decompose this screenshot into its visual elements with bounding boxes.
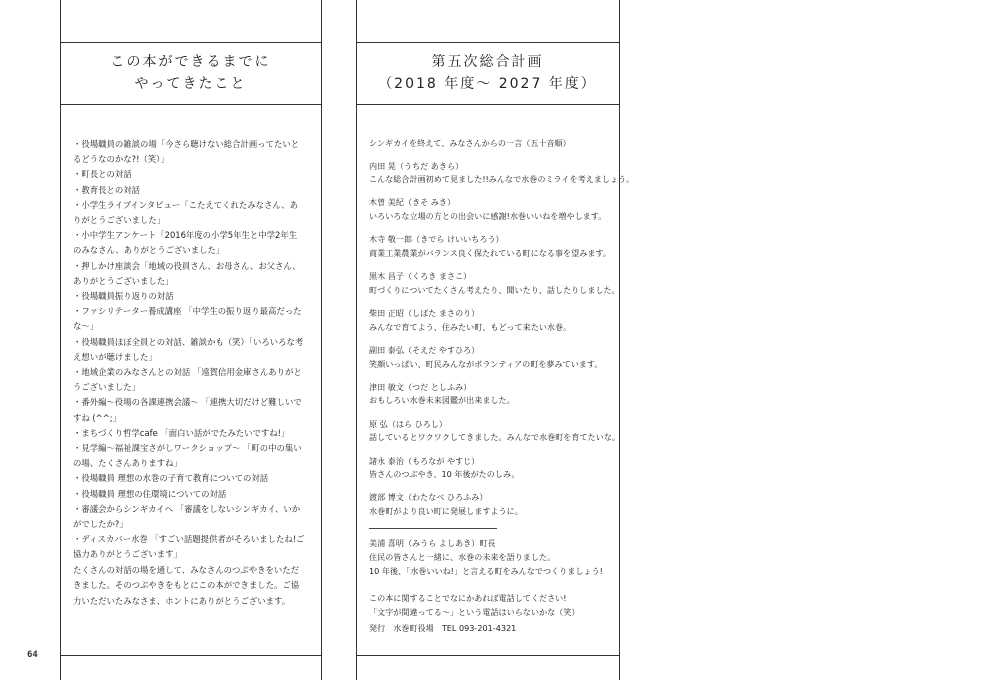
right-column-right-border (619, 0, 620, 680)
page-number: 64 (27, 650, 38, 660)
member-name: 副田 泰弘（そえだ やすひろ） (369, 344, 480, 355)
mayor-name: 美浦 喜明（みうら よしあき）町長 (369, 538, 496, 549)
member-comment: いろいろな立場の方との出会いに感謝!水巻いいねを増やします。 (369, 211, 607, 222)
list-item: ・小学生ライブインタビュー「こたえてくれたみなさん、ありがとうございました」 (73, 199, 299, 226)
list-item: ・ファシリテーター養成講座 「中学生の振り返り最高だったな〜」 (73, 306, 302, 332)
left-heading-line-2: やってきたこと (134, 76, 247, 92)
list-item: ・番外編〜役場の各課連携会議〜 「連携大切だけど難しいですね (^^;」 (73, 397, 302, 423)
left-heading-bottom-rule (60, 104, 321, 105)
left-footer-rule (60, 655, 321, 656)
right-footer-rule (356, 655, 619, 656)
contact-line: 「文字が間違ってる〜」という電話はいらないかな（笑） (369, 606, 580, 617)
list-item: ・審議会からシンギカイへ 「審議をしないシンギカイ、いかがでしたか?」 (73, 503, 301, 530)
comment-entry (369, 381, 609, 408)
comment-entry (369, 418, 620, 445)
comment-entry (369, 455, 609, 482)
member-comment: 皆さんのつぶやき、10 年後がたのしみ。 (369, 469, 520, 480)
list-item: ・地域企業のみなさんとの対話 「遠賀信用金庫さんありがとうございました」 (73, 367, 302, 393)
right-column-left-border (356, 0, 357, 680)
comment-entry (369, 270, 620, 297)
mayor-message (369, 537, 609, 578)
closing-paragraph: たくさんの対話の場を通して、みなさんのつぶやきをいただきました。そのつぶやきをもとにこの本ができました。ご協力いただいたみなさま、ホントにありがとうございます。 (73, 564, 300, 606)
left-column-heading (60, 51, 321, 95)
comment-entry (369, 491, 609, 518)
mayor-message-line: 住民の皆さんと一緒に、水巻の未来を語りました。 (369, 551, 556, 562)
left-heading-line-1: この本ができるまでに (110, 54, 271, 70)
comment-entry (369, 160, 635, 187)
right-heading-bottom-rule (356, 104, 619, 105)
mayor-message-line: 10 年後、「水巻いいね!」と言える町をみんなでつくりましょう! (369, 565, 603, 576)
member-comment: こんな総合計画初めて見ました!!みんなで水巻のミライを考えましょう。 (369, 174, 635, 185)
activity-list (73, 137, 305, 609)
left-heading-top-rule (60, 42, 321, 43)
comment-entry (369, 233, 609, 260)
comment-entry (369, 196, 609, 223)
member-comment: 水巻町がより良い町に発展しますように。 (369, 506, 523, 517)
comment-entry (369, 307, 609, 334)
list-item: ・役場職員の雑談の場「今さら聴けない総合計画ってたいとるどうなのかな?!（笑）」 (73, 139, 300, 165)
list-item: ・まちづくり哲学cafe 「面白い話がでたみたいですね!」 (73, 427, 290, 438)
list-item: ・押しかけ座談会「地域の役員さん、お母さん、お父さん、ありがとうございました」 (73, 260, 301, 286)
list-item: ・見学編〜福祉課宝さがしワークショップ〜 「町の中の集いの場、たくさんありますね」 (73, 443, 302, 469)
member-name: 渡部 博文（わたなべ ひろふみ） (369, 492, 488, 503)
member-name: 木曽 美紀（きそ みき） (369, 197, 456, 208)
list-item: ・町長との対話 (73, 169, 132, 180)
member-name: 原 弘（はら ひろし） (369, 418, 447, 429)
divider (369, 528, 497, 529)
list-item: ・役場職員 理想の住環境についての対話 (73, 488, 227, 499)
list-item: ・ディスカバー水巻 「すごい話題提供者がそろいましたね!ご協力ありがとうございます」 (73, 534, 305, 560)
member-name: 諸永 泰治（もろなが やすじ） (369, 455, 480, 466)
member-name: 黒木 昌子（くろき まさこ） (369, 271, 472, 282)
member-name: 柴田 正昭（しばた まさのり） (369, 308, 480, 319)
right-heading-top-rule (356, 42, 619, 43)
member-name: 津田 敏文（つだ としふみ） (369, 381, 472, 392)
right-column-heading (356, 51, 619, 95)
comment-entry (369, 344, 609, 371)
list-item: ・役場職員 理想の水巻の子育て教育についての対話 (73, 473, 269, 484)
right-heading-line-2: （2018 年度〜 2027 年度） (378, 76, 597, 92)
list-item: ・役場職員振り返りの対話 (73, 291, 174, 302)
member-comment: みんなで育てよう、住みたい町、もどって来たい水巻。 (369, 321, 572, 332)
comments-intro: シンギカイを終えて、みなさんからの一言（五十音順） (369, 138, 571, 148)
comments-section (369, 137, 635, 636)
right-heading-line-1: 第五次総合計画 (431, 54, 544, 70)
list-item: ・小中学生アンケート「2016年度の小学5年生と中学2年生のみなさん、ありがとうございました」 (73, 230, 298, 256)
member-comment: 話しているとワクワクしてきました。みんなで水巻町を育てたいな。 (369, 432, 620, 443)
member-name: 木寺 敬一郎（きでら けいいちろう） (369, 234, 504, 245)
member-comment: おもしろい水巻未来図鑑が出来ました。 (369, 395, 515, 406)
contact-info (369, 592, 609, 636)
left-column-left-border (60, 0, 61, 680)
member-name: 内田 晃（うちだ あきら） (369, 160, 464, 171)
left-column-right-border (321, 0, 322, 680)
contact-line: この本に関することでなにかあれば電話してください! (369, 593, 567, 604)
list-item: ・役場職員ほぼ全員との対話、雑談かも（笑）「いろいろな考え想いが聴けました」 (73, 336, 304, 362)
member-comment: 商業工業農業がバランス良く保たれている町になる事を望みます。 (369, 247, 611, 258)
member-comment: 笑顔いっぱい、町民みんながボランティアの町を夢みています。 (369, 358, 603, 369)
member-comment: 町づくりについてたくさん考えたり、聞いたり、話したりしました。 (369, 284, 620, 295)
list-item: ・教育長との対話 (73, 184, 140, 195)
issuer-line: 発行 水巻町役場 TEL 093-201-4321 (369, 623, 517, 634)
